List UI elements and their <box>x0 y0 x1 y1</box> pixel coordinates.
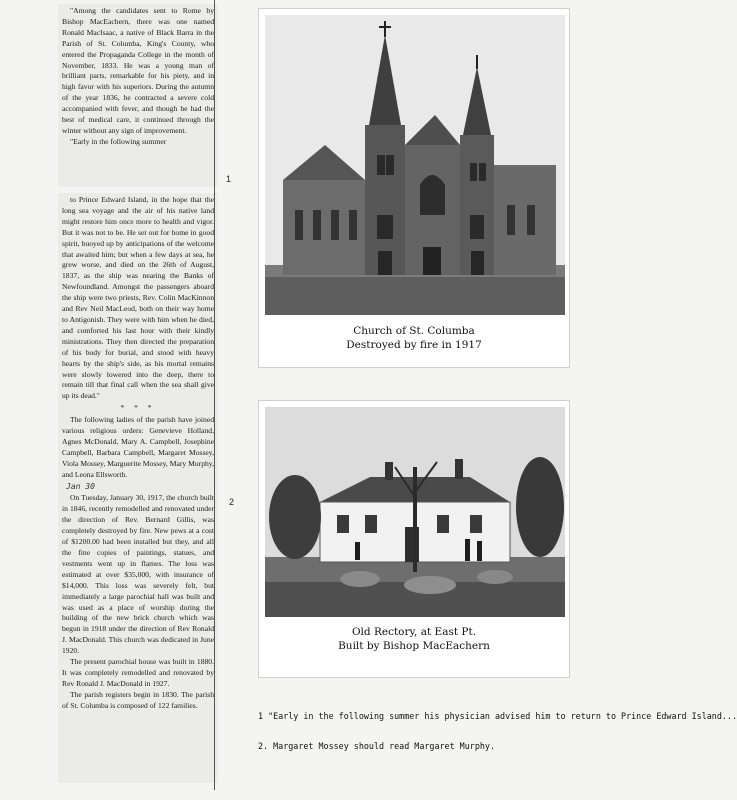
rectory-photo <box>258 400 570 678</box>
footnote-marker-2: 2 <box>229 497 235 507</box>
footnote-marker-1: 1 <box>226 174 232 184</box>
church-photo <box>258 8 570 368</box>
section-divider: * * * <box>120 403 156 413</box>
footnote-2: 2. Margaret Mossey should read Margaret Murphy. <box>258 741 495 751</box>
clipping-paragraph-1: "Among the candidates sent to Rome by Bishop MacEachern, there was one named Ronald MacIsaac, a native of Black Barra in the Parish of St. Columba, King's County, who entered the Propaganda College in the month of November, 1833. He was a young man of brilliant parts, remarkable for his piety, and in high favor with his superiors. During the autumn of the year 1836, he contracted a severe cold accompanied with fever, and though he had the best of medical care, it continued through the winter without any sign of improvement. <box>62 6 214 135</box>
clipping-edge <box>214 0 215 790</box>
church-image <box>265 15 565 315</box>
clipping-part-2 <box>58 193 218 783</box>
church-caption-line-1: Church of St. Columba <box>353 325 475 337</box>
clipping-paragraph-1-tail: "Early in the following summer <box>70 136 167 146</box>
church-caption-line-2: Destroyed by fire in 1917 <box>346 339 482 351</box>
clipping-paragraph-5: The present parochial house was built in 1880. It was completely remodelled and renovated by Rev Ronald J. MacDonald in 1927. <box>62 657 214 688</box>
clipping-paragraph-6: The parish registers begin in 1830. The parish of St. Columba is composed of 122 families. <box>62 689 214 710</box>
clipping-paragraph-2: to Prince Edward Island, in the hope that the long sea voyage and the air of his native land might restore him once more to health and vigor. But it was not to be. He set out for home in good spirit, buoyed up by anticipations of the welcome that awaited him; but when a few days at sea, he grew worse, and died on the 26th of August, 1837, as the ship was nearing the Banks of Newfoundland. Amongst the passengers aboard the ship were two priests, Rev. Colin MacKinnon and Rev Neil MacLeod, both on their way home to Antigonish. They were with him when he died, and comforted his last hour with their kindly ministrations. They then directed the preparation of his body for burial, and stood with heavy hearts by the ship's side, as his mortal remains were slowly lowered into the deep, there to remain till that final call when the sea shall give up its dead." <box>62 195 214 401</box>
rectory-caption-line-1: Old Rectory, at East Pt. <box>351 626 477 638</box>
rectory-image <box>265 407 565 617</box>
clipping-paragraph-4: On Tuesday, January 30, 1917, the church built in 1846, recently remodelled and renovated under the direction of Rev. Bernard Gillis, was completely destroyed by fire. New pews at a cost of $1200.00 had been installed but they, and all the fine copies of paintings, statues, and vestments went up in flames. The loss was estimated at over $35,000, with insurance of $14,000. This loss was severely felt, but immediately a large parochial hall was built and was used as a place of worship during the building of the new brick church which was begun in 1918 under the direction of Rev Ronald J. MacDonald. This church was dedicated in June 1920. <box>62 493 214 656</box>
clipping-part-1 <box>58 4 218 187</box>
rectory-caption-line-2: Built by Bishop MacEachern <box>338 640 490 652</box>
clipping-paragraph-3: The following ladies of the parish have joined various religious orders: Genevieve Holland, Agnes McDonald, Mary A. Campbell, Josephine Campbell, Barbara Campbell, Margaret Mossey, Viola Mossey, Marguerite Mossey, Mary Murphy, and Leona Ellsworth. <box>62 415 214 479</box>
handwritten-annotation: Jan 30 <box>66 481 95 491</box>
footnote-1: 1 "Early in the following summer his physician advised him to return to Prince Edward Island... <box>258 711 737 721</box>
